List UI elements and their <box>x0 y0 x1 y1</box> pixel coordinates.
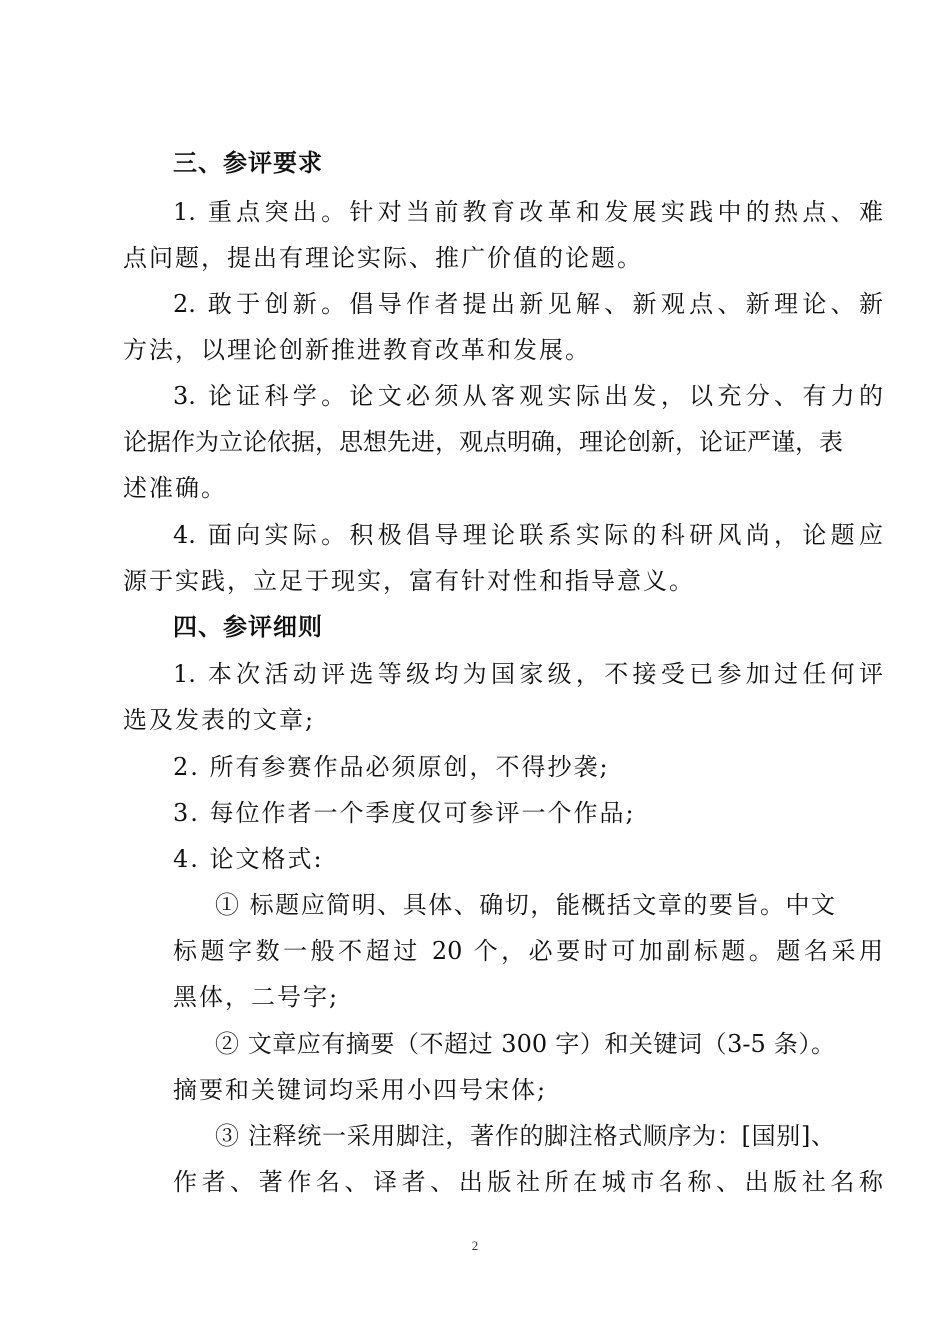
paragraph-line: 述准确。 <box>123 474 227 502</box>
section-heading-review-rules: 四、参评细则 <box>173 612 323 641</box>
paragraph-line: ③ 注释统一采用脚注，著作的脚注格式顺序为：[国别]、 <box>215 1122 835 1150</box>
section-heading-review-requirements: 三、参评要求 <box>173 148 323 177</box>
paragraph-line: ① 标题应简明、具体、确切，能概括文章的要旨。中文 <box>215 891 835 919</box>
paragraph-line: 4. 面向实际。积极倡导理论联系实际的科研风尚，论题应 <box>173 521 883 549</box>
paragraph-line: 方法，以理论创新推进教育改革和发展。 <box>123 336 591 364</box>
paragraph-line: 选及发表的文章; <box>123 706 316 734</box>
paragraph-line: 点问题，提出有理论实际、推广价值的论题。 <box>123 244 643 272</box>
paragraph-line: 2. 所有参赛作品必须原创，不得抄袭; <box>173 753 610 781</box>
paragraph-line: 4. 论文格式: <box>173 845 324 873</box>
paragraph-line: 源于实践，立足于现实，富有针对性和指导意义。 <box>123 567 695 595</box>
paragraph-line: 3. 每位作者一个季度仅可参评一个作品; <box>173 799 636 827</box>
paragraph-line: 论据作为立论依据，思想先进，观点明确，理论创新，论证严谨，表 <box>123 428 843 456</box>
paragraph-line: 3. 论证科学。论文必须从客观实际出发，以充分、有力的 <box>173 382 883 410</box>
page-number: 2 <box>471 1238 479 1253</box>
paragraph-line: 1. 重点突出。针对当前教育改革和发展实践中的热点、难 <box>173 198 883 226</box>
paragraph-line: 作者、著作名、译者、出版社所在城市名称、出版社名称 <box>173 1168 883 1196</box>
paragraph-line: 黑体，二号字; <box>173 983 340 1011</box>
paragraph-line: ② 文章应有摘要（不超过 300 字）和关键词（3-5 条）。 <box>215 1030 835 1058</box>
paragraph-line: 摘要和关键词均采用小四号宋体; <box>173 1076 548 1104</box>
paragraph-line: 1. 本次活动评选等级均为国家级，不接受已参加过任何评 <box>173 660 883 688</box>
paragraph-line: 标题字数一般不超过 20 个，必要时可加副标题。题名采用 <box>173 937 883 965</box>
paragraph-line: 2. 敢于创新。倡导作者提出新见解、新观点、新理论、新 <box>173 290 883 318</box>
